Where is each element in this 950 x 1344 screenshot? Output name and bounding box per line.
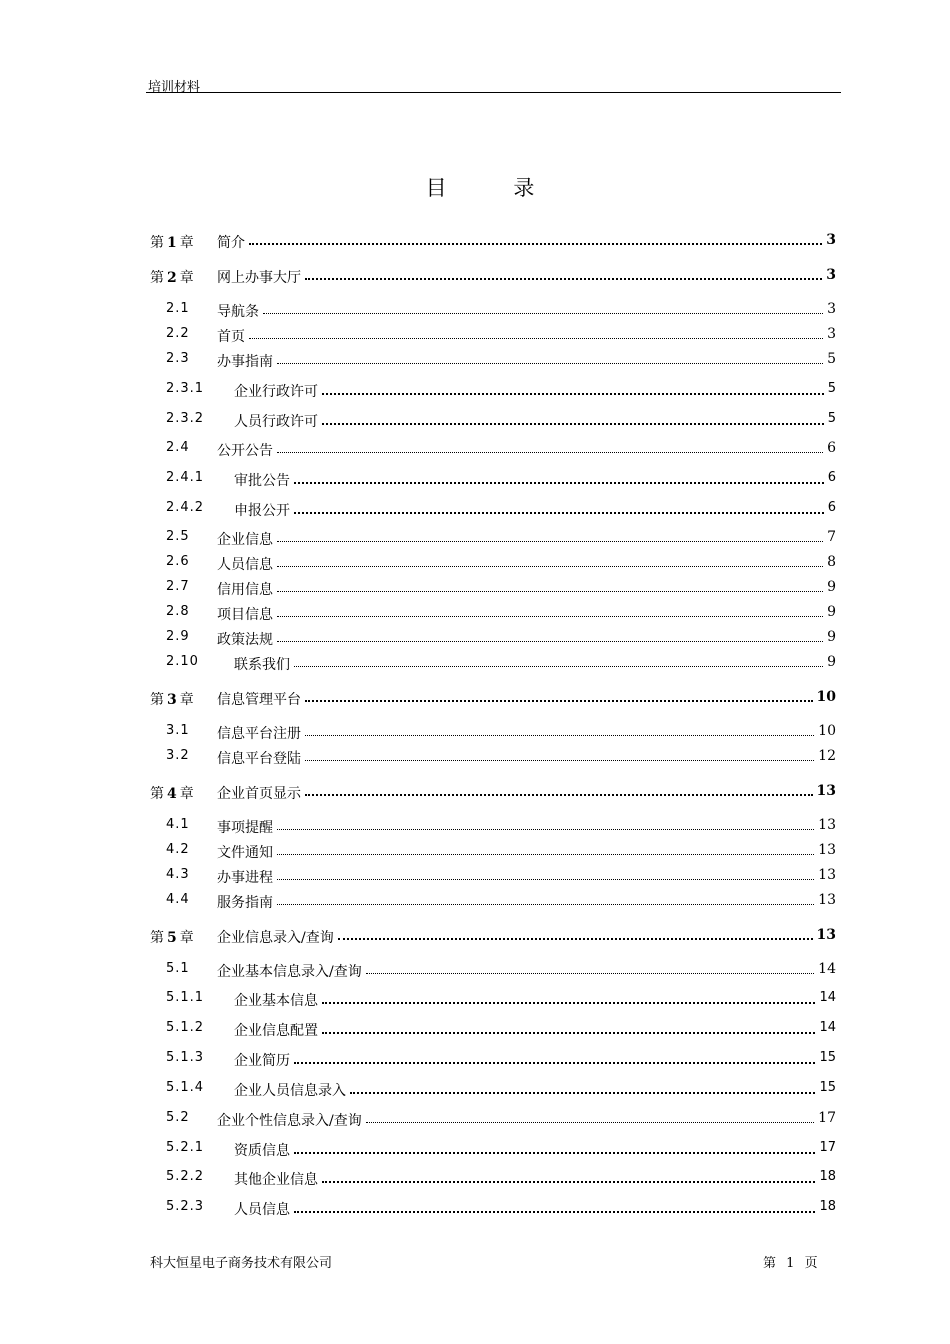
toc-entry-number: 4.4 [166,892,190,907]
toc-entry-page: 15 [819,1050,836,1065]
toc-entry-label: 信息平台注册 [217,723,303,743]
toc-dot-leader [294,512,824,514]
toc-entry-page: 13 [816,927,836,943]
toc-dot-leader [277,854,814,855]
toc-entry-number: 2.10 [166,654,199,669]
toc-entry-label: 资质信息 [234,1140,292,1160]
toc-entry-page: 9 [827,629,836,645]
toc-entry[interactable] [0,529,950,549]
toc-entry-label: 政策法规 [217,629,275,649]
toc-entry-number: 5.1.4 [166,1080,205,1095]
toc-dot-leader [305,760,814,761]
toc-entry-number: 2.5 [166,529,190,544]
toc-entry-number: 5.2.3 [166,1199,205,1214]
toc-dot-leader [338,938,813,940]
toc-entry[interactable] [0,1020,950,1040]
toc-entry-number: 2.3.2 [166,411,205,426]
toc-entry[interactable] [0,748,950,768]
toc-entry-page: 5 [827,351,836,367]
chapter-suffix: 章 [179,270,194,286]
toc-entry-page: 10 [816,689,836,705]
toc-entry-page: 18 [819,1199,836,1214]
toc-entry[interactable] [0,961,950,981]
toc-dot-leader [277,616,823,617]
toc-entry-page: 6 [827,440,836,456]
toc-entry-label: 企业行政许可 [234,381,320,401]
toc-entry-label: 办事进程 [217,867,275,887]
footer-page-value: 1 [786,1256,795,1271]
toc-dot-leader [277,363,823,364]
toc-entry-label: 联系我们 [234,654,292,674]
toc-entry[interactable] [0,1140,950,1160]
toc-title: 目 录 [425,176,565,200]
toc-entry-number: 2.6 [166,554,190,569]
toc-entry[interactable] [0,326,950,346]
chapter-number: 4 [167,786,177,802]
toc-entry-page: 8 [827,554,836,570]
toc-entry-label: 企业个性信息录入/查询 [217,1110,364,1130]
toc-entry-number: 2.4.1 [166,470,205,485]
toc-entry-label: 人员行政许可 [234,411,320,431]
running-header: 培训材料 [148,80,201,95]
toc-entry-number: 3.2 [166,748,190,763]
toc-entry-page: 13 [816,783,836,799]
toc-entry-page: 13 [818,867,836,883]
toc-entry-label: 信息平台登陆 [217,748,303,768]
toc-entry-number: 4.1 [166,817,190,832]
toc-entry-page: 10 [818,723,836,739]
chapter-prefix: 第 [150,270,164,286]
toc-dot-leader [305,794,813,796]
toc-entry-page: 14 [819,1020,836,1035]
toc-dot-leader [249,338,823,339]
toc-entry-label: 企业基本信息 [234,990,320,1010]
chapter-number: 3 [167,692,177,708]
toc-entry-page: 7 [827,529,836,545]
toc-entry-label: 事项提醒 [217,817,275,837]
toc-entry[interactable] [0,267,950,287]
toc-entry-label: 信息管理平台 [217,689,303,709]
toc-entry[interactable] [0,927,950,947]
toc-dot-leader [366,1122,814,1123]
toc-dot-leader [263,313,823,314]
chapter-prefix: 第 [150,235,164,251]
toc-entry-label: 公开公告 [217,440,275,460]
chapter-number: 2 [167,270,177,286]
toc-entry[interactable] [0,381,950,401]
toc-dot-leader [277,904,814,905]
toc-entry-label: 企业基本信息录入/查询 [217,961,364,981]
toc-entry-label: 网上办事大厅 [217,267,303,287]
header-rule [146,92,841,93]
toc-entry-number: 2.4 [166,440,190,455]
toc-entry[interactable] [0,892,950,912]
toc-entry-label: 文件通知 [217,842,275,862]
toc-dot-leader [305,278,822,280]
toc-entry-page: 14 [819,990,836,1005]
toc-dot-leader [294,1211,815,1213]
toc-entry-label: 人员信息 [217,554,275,574]
toc-entry-number: 5.1.1 [166,990,205,1005]
toc-entry[interactable] [0,1169,950,1189]
toc-entry-number [150,783,194,803]
toc-entry[interactable] [0,579,950,599]
toc-entry-page: 13 [818,842,836,858]
toc-entry[interactable] [0,689,950,709]
toc-entry[interactable] [0,1199,950,1219]
footer-company: 科大恒星电子商务技术有限公司 [150,1256,333,1271]
toc-dot-leader [294,1062,815,1064]
toc-entry-number: 3.1 [166,723,190,738]
toc-entry-page: 5 [827,381,836,396]
toc-entry-number: 2.8 [166,604,190,619]
toc-entry[interactable] [0,554,950,574]
toc-entry-page: 13 [818,817,836,833]
toc-dot-leader [277,879,814,880]
toc-entry-label: 企业简历 [234,1050,292,1070]
toc-entry-page: 17 [819,1140,836,1155]
toc-entry-label: 企业人员信息录入 [234,1080,348,1100]
toc-entry-number: 5.2.1 [166,1140,205,1155]
toc-dot-leader [305,735,814,736]
toc-entry[interactable] [0,817,950,837]
toc-entry[interactable] [0,470,950,490]
toc-dot-leader [294,1152,815,1154]
toc-entry-page: 9 [827,654,836,670]
toc-entry-label: 申报公开 [234,500,292,520]
toc-dot-leader [350,1092,815,1094]
toc-dot-leader [294,666,823,667]
toc-entry-label: 项目信息 [217,604,275,624]
toc-entry[interactable] [0,1110,950,1130]
toc-entry-label: 简介 [217,232,247,252]
toc-dot-leader [277,452,823,453]
toc-entry-label: 导航条 [217,301,261,321]
toc-entry[interactable] [0,351,950,371]
toc-entry-label: 企业信息 [217,529,275,549]
toc-entry-label: 企业信息配置 [234,1020,320,1040]
toc-entry[interactable] [0,232,950,252]
chapter-prefix: 第 [150,692,164,708]
toc-entry-number [150,232,194,252]
toc-entry-label: 企业首页显示 [217,783,303,803]
toc-entry-label: 企业信息录入/查询 [217,927,336,947]
toc-entry[interactable] [0,867,950,887]
toc-dot-leader [277,566,823,567]
chapter-suffix: 章 [179,235,194,251]
toc-entry-label: 服务指南 [217,892,275,912]
toc-dot-leader [294,482,824,484]
toc-entry-number: 5.1.2 [166,1020,205,1035]
toc-dot-leader [322,423,824,425]
toc-entry-number: 5.1.3 [166,1050,205,1065]
toc-entry[interactable] [0,500,950,520]
toc-dot-leader [277,641,823,642]
toc-entry-number: 2.3.1 [166,381,205,396]
toc-entry[interactable] [0,1080,950,1100]
toc-entry-page: 3 [827,301,836,317]
toc-entry[interactable] [0,723,950,743]
toc-entry-number: 2.1 [166,301,190,316]
toc-entry-label: 人员信息 [234,1199,292,1219]
toc-entry-number: 2.9 [166,629,190,644]
chapter-suffix: 章 [179,930,194,946]
toc-entry[interactable] [0,301,950,321]
toc-entry-label: 审批公告 [234,470,292,490]
toc-dot-leader [322,1002,815,1004]
toc-entry[interactable] [0,783,950,803]
footer-page-number [763,1252,818,1271]
toc-dot-leader [249,243,822,245]
toc-dot-leader [322,1181,815,1183]
chapter-prefix: 第 [150,786,164,802]
toc-entry-number: 2.7 [166,579,190,594]
toc-dot-leader [277,829,814,830]
toc-entry-page: 12 [818,748,836,764]
toc-entry-page: 15 [819,1080,836,1095]
toc-dot-leader [366,973,814,974]
toc-entry-number: 2.3 [166,351,190,366]
toc-entry-label: 首页 [217,326,247,346]
toc-entry-number [150,267,194,287]
toc-dot-leader [305,700,813,702]
toc-entry-label: 其他企业信息 [234,1169,320,1189]
toc-entry-number: 5.2.2 [166,1169,205,1184]
chapter-prefix: 第 [150,930,164,946]
toc-entry-page: 3 [827,326,836,342]
toc-entry-page: 9 [827,579,836,595]
toc-entry-number: 4.3 [166,867,190,882]
toc-entry-page: 13 [818,892,836,908]
toc-entry-page: 18 [819,1169,836,1184]
toc-entry-number: 4.2 [166,842,190,857]
toc-entry-page: 9 [827,604,836,620]
toc-entry-page: 6 [827,470,836,485]
toc-entry[interactable] [0,1050,950,1070]
chapter-suffix: 章 [179,692,194,708]
toc-entry[interactable] [0,604,950,624]
toc-dot-leader [277,591,823,592]
chapter-number: 5 [167,930,177,946]
toc-entry-number [150,927,194,947]
toc-entry-page: 17 [818,1110,836,1126]
toc-entry-page: 6 [827,500,836,515]
toc-entry[interactable] [0,411,950,431]
toc-entry-label: 信用信息 [217,579,275,599]
toc-entry-number: 5.2 [166,1110,190,1125]
footer-page-prefix: 第 [763,1256,777,1271]
toc-entry-number: 2.4.2 [166,500,205,515]
toc-entry[interactable] [0,440,950,460]
toc-entry-number [150,689,194,709]
toc-dot-leader [277,541,823,542]
toc-entry[interactable] [0,990,950,1010]
toc-entry-label: 办事指南 [217,351,275,371]
toc-entry-number: 2.2 [166,326,190,341]
toc-entry-page: 14 [818,961,836,977]
toc-entry-page: 3 [826,267,836,283]
toc-entry[interactable] [0,842,950,862]
toc-entry-page: 5 [827,411,836,426]
toc-entry[interactable] [0,654,950,674]
toc-dot-leader [322,1032,815,1034]
chapter-suffix: 章 [179,786,194,802]
toc-dot-leader [322,393,824,395]
toc-entry-page: 3 [826,232,836,248]
footer-page-suffix: 页 [804,1256,818,1271]
toc-entry-number: 5.1 [166,961,190,976]
toc-entry[interactable] [0,629,950,649]
chapter-number: 1 [167,235,177,251]
